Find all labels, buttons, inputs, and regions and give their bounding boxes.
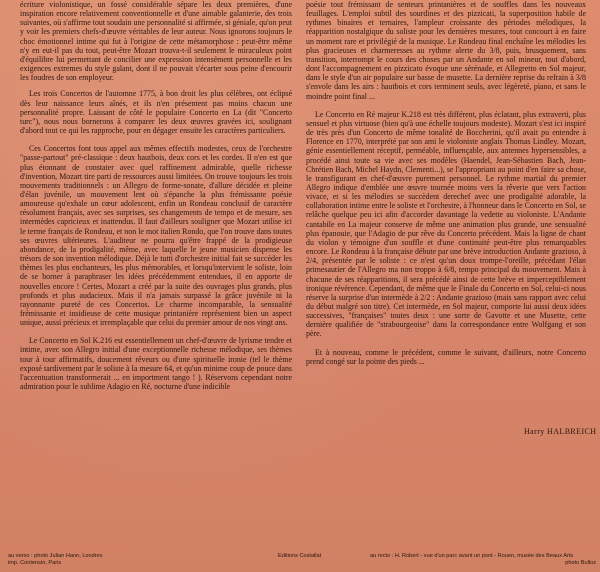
printer-credit: imp. Contensin, Paris bbox=[8, 560, 62, 566]
author-signature: Harry HALBREICH bbox=[524, 427, 597, 436]
photo-credit: au verso : photo Julian Hann, Londres bbox=[8, 553, 103, 559]
footer-right bbox=[370, 553, 596, 567]
paragraph: Ces Concertos font tous appel aux mêmes effectifs modestes, ceux de l'orchestre "passe-partout" pré-classique : deux hautbois, deux cors et les cordes. Il n'en est que plus étonnant de constater avec quel raffinement admirable, quelle richesse d'invention, Mozart tire parti de ressources aussi limitées. On trouve toujours les trois mouvements traditionnels : un Allegro de forme-sonate, d'allure décidée et pleine d'élan juvénile, un mouvement lent où s'épanche la plus frémissante poésie amoureuse qu'exhale un cœur adolescent, enfin un Rondeau conclusif de caractère résolument français, avec ses surprises, ses changements de tempo et de mesure, ses intermèdes capricieux et inattendus. Il faut d'ailleurs souligner que Mozart utilise ici le terme français de Rondeau, et non le mot italien Rondo, que l'on trouve dans toutes ses œuvres ultérieures. L'auditeur ne pourra qu'être frappé de la prodigieuse abondance, de la prodigalité, même, avec laquelle le jeune musicien dispense les trésors de son invention mélodique. Déjà le tutti d'orchestre initial fait se succéder les thèmes les plus enchanteurs, les plus mémorables, et lorsqu'intervient le soliste, loin de se borner à paraphraser les idées précédemment entendues, il en apporte de nouvelles encore ! Certes, Mozart a créé par la suite des ouvrages plus grands, plus profonds et plus audacieux. Mais il n'a jamais surpassé la grâce juvénile ni la rayonnante pureté de ces Concertos. Le charme incomparable, la sensualité frémissante et insidieuse de cette musique printanière représentent bien un aspect unique, aussi précieux et irremplaçable que celui du premier amour de nos vingt ans. bbox=[20, 144, 292, 328]
paragraph: écriture violonistique, un fossé considérable sépare les deux premières, d'une inspiration encore relativement conventionnelle et d'une aimable galanterie, des trois suivantes, où s'affirme tout soudain une personnalité si affirmée, si géniale, qu'on peut y voir les premiers chefs-d'œuvre véritables de leur auteur. Nous ignorons toujours le choc émotionnel intime qui fut à l'origine de cette métamorphose : peut-être même n'y en eut-il pas du tout, peut-être Mozart trouva-t-il seulement le miraculeux point d'équilibre lui permettant de concilier une expression intensément personnelle et les exigences extremes du style galant, dont il ne pouvait s'écarter sous peine d'encourir les foudres de son employeur. bbox=[20, 0, 292, 83]
paragraph: Et à nouveau, comme le précédent, comme le suivant, d'ailleurs, notre Concerto prend congé sur la pointe des pieds ... bbox=[306, 347, 586, 366]
publisher-credit: Editions Costallat bbox=[278, 553, 322, 559]
right-text-column bbox=[306, 0, 586, 375]
paragraph: poésie tout frémissant de senteurs printanières et de souffles dans les nouveaux feuillages. L'emploi subtil des sourdines et des pizzicati, la superposition habile de rythmes binaires et ternaires, l'ampleur croissante des périodes mélodiques, la réapparition nostalgique du soliste pour les dernières mesures, tout concourt à en faire un moment rare et privilégié de la musique. Le Rondeau final enchaîne les mélodies les plus gracieuses et charmeresses au rythme alerte du 3/8, puis, brusquement, sans transition, interrompt le cours des choses par un Andante en sol mineur, tout d'abord, dont l'accompagnement en pizzicato évoque une sérénade, et Allegretto en Sol majeur, dans le style d'un air populaire sur basse de musette. La dernière reprise du refrain à 3/8 s'envole dans les airs : hautbois et cors terminent seuls, avec légèreté, piano, et sans le moindre point final ... bbox=[306, 0, 586, 101]
left-text-column bbox=[20, 0, 292, 400]
paragraph: Le Concerto en Sol K.216 est essentiellement un chef-d'œuvre de lyrisme tendre et intime, avec son Allegro initial d'une exceptionnelle richesse mélodique, ses thèmes tour à tour affirmatifs, doucement rêveurs ou d'une spirituelle ironie (tel le thème exposé tardivement par le soliste à la mesure 64, et qu'un minime coup de pouce dans l'accentuation transformerait ... en importment tango ! ). Réservons cependant notre admiration pour le sublime Adagio en Ré, nocturne d'une indicible bbox=[20, 336, 292, 392]
paragraph: Les trois Concertos de l'automne 1775, à bon droit les plus célèbres, ont éclipsé dès leur naissance leurs aînés, et ils n'en présentent pas moins chacun une personnalité propre. Laissant de côté le populaire Concerto en La (dit "Concerto turc"), nous nous bornerons à comparer les deux œuvres gravées ici, soulignant d'abord tout ce qui les rapproche, pour en dégager ensuite les caractères particuliers. bbox=[20, 89, 292, 136]
paragraph: Le Concerto en Ré majeur K.218 est très différent, plus éclatant, plus extraverti, plus sensuel et plus virtuose (bien qu'à une échelle toujours modeste). Mozart s'est ici inspiré de très près d'un Concerto de même tonalité de Boccherini, qu'il avait pu entendre à Florence en 1770, interprété par son ami le violoniste anglais Thomas Lindley. Mozart, génie essentiellement réceptif, perméable, influençable, aux antennes hypersensibles, a procédé ainsi toute sa vie avec ses modèles (Haendel, Jean-Sébastien Bach, Jean-Chrétien Bach, Michel Haydn, Clementi...), se l'appropriant au point d'en faire sa chose, le transfigurant en chef-d'œuvre purement personnel. Le rythme martial du premier Allegro indique d'emblée une œuvre tournée moins vers la rêverie que vers l'action vivace, et si les mélodies se succèdent derechef avec une prodigalité adorable, la collaboration intime entre le soliste et l'orchestre, à l'honneur dans le Concerto en Sol, se relâche quelque peu ici afin d'accorder davantage la vedette au violoniste. L'Andante cantabile en La majeur conserve de même une animation plus grande, une sensualité plus épanouie, que l'Adagio de pur rêve du Concerto précédent. Mais la ligne de chant du violon y témoigne d'un souffle et d'une continuité peut-être plus remarquables encore. Le Rondeau à la française débute par une brève introduction Andante grazioso, à 2/4, présentée par le soliste : ce n'est qu'un doux trompe-l'oreille, précédant l'élan primesautier de l'Allegro ma non troppo à 6/8, tempo principal du mouvement. Mais à chacune de ses réapparitions, il sera précédé ainsi de cette brève et imperceptiblement ironique révérence. Cependant, de même que le Finale du Concerto en Sol, celui-ci nous réserve la surprise d'un intermède à 2/2 : Andante grazioso (mais sans rapport avec celui du début malgré son titre). Cet intermède, en Sol majeur, comporte lui aussi deux idées successives, "françaises" toutes deux : une sorte de Gavotte et une Musette, cette dernière qualifiée de "strabourgeoise" dans la correspondance entre Wolfgang et son père. bbox=[306, 109, 586, 339]
cover-credit: au recto : H. Robert - vue d'un parc avant un pont - Rouen, musée des Beaux Arts bbox=[370, 553, 574, 559]
cover-photo-credit: photo Bulloz bbox=[565, 560, 596, 566]
credits-footer bbox=[0, 550, 600, 572]
footer-left bbox=[8, 553, 158, 567]
